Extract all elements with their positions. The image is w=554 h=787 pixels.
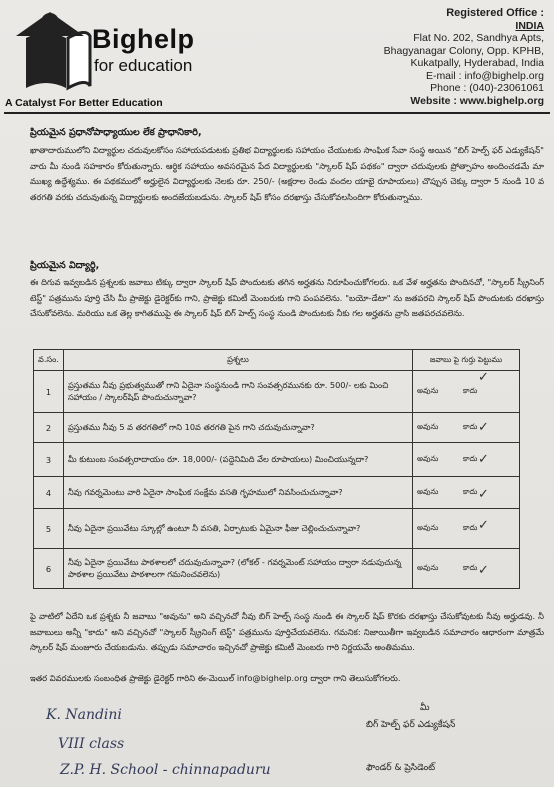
answer-no[interactable]: కాదు bbox=[463, 563, 478, 572]
answer-yes[interactable]: అవును bbox=[417, 487, 439, 496]
row-num: 5 bbox=[34, 509, 64, 549]
checkmark-icon: ✓ bbox=[478, 452, 489, 467]
row-answer[interactable] bbox=[413, 413, 520, 443]
brand-subtitle: for education bbox=[94, 56, 193, 75]
row-question: నీవు గవర్నమెంటు వారి ఏదైనా సాంఘిక సంక్షేమ వసతి గృహములో నివసించుచున్నావా? bbox=[63, 477, 412, 509]
row-question: ప్రస్తుతము నీవు ప్రభుత్వముతో గాని ఏదైనా సంస్థనుండి గాని సంవత్సరమునకు రూ. 500/- లకు మించి సహాయం / స్కాలర్‌షిప్ పొందుచున్నావా? bbox=[63, 371, 412, 413]
row-question: ప్రస్తుతము నీవు 5 వ తరగతిలో గాని 10వ తరగతి పైన గాని చదువుచున్నావా? bbox=[63, 413, 412, 443]
header-num: వ.సం. bbox=[34, 350, 64, 371]
table-header-row bbox=[34, 350, 520, 371]
row-num: 1 bbox=[34, 371, 64, 413]
checkmark-icon: ✓ bbox=[478, 518, 489, 533]
header-question: ప్రశ్నలు bbox=[63, 350, 412, 371]
checkmark-icon: ✓ bbox=[478, 563, 489, 578]
row-num: 2 bbox=[34, 413, 64, 443]
checkmark-icon: ✓ bbox=[478, 370, 489, 385]
closing: మీ bbox=[420, 703, 430, 713]
office-phone: Phone : (040)-23061061 bbox=[430, 82, 544, 94]
instructions-paragraph: ఈ దిగువ ఇవ్వబడిన ప్రశ్నలకు జవాబు టిక్కు ద్వారా స్కాలర్ షిప్ పొందుటకు తగిన అర్హతను నిరూపించుకోగలరు. ఒక వేళ అర్హతను పొందినచో, "స్కాలర్ స్క్రీనింగ్ టెస్ట్" పత్రమును పూర్తి చేసి మీ ప్రాజెక్టు డైరెక్టర్‌కు గాని, ప్రాజెక్టు కమిటీ మెంబరుకు గాని పంపవలెను. "బయో-డేటా" ను జతపరచి స్కాలర్ షిప్ పొందుటకు దరఖాస్తు చేసుకోవలెను. మరియు ఒక తెల్ల కాగితముపై ఈ స్కాలర్ షిప్ బిగ్ హెల్ప్ సంస్థ నుండి పొందుటకు నీకు గల అర్హతను వ్రాసి జతపరచవలెను. bbox=[30, 277, 544, 318]
brand-name: Bighelp bbox=[92, 24, 195, 54]
checkmark-icon: ✓ bbox=[478, 420, 489, 435]
row-num: 4 bbox=[34, 477, 64, 509]
questions-table bbox=[33, 349, 520, 589]
signatory-title: ఫౌండర్ & ప్రెసిడెంట్ bbox=[366, 763, 436, 773]
handwritten-class: VIII class bbox=[58, 736, 125, 752]
row-answer[interactable] bbox=[413, 509, 520, 549]
office-title: Registered Office : bbox=[446, 7, 544, 19]
office-website: Website : www.bighelp.org bbox=[410, 94, 544, 107]
handwritten-name: K. Nandini bbox=[46, 707, 122, 723]
brand-tagline: A Catalyst For Better Education bbox=[5, 97, 163, 109]
salutation-student: ప్రియమైన విద్యార్థి, bbox=[30, 260, 100, 271]
office-line1: Flat No. 202, Sandhya Apts, bbox=[413, 32, 544, 44]
row-num: 3 bbox=[34, 443, 64, 477]
table-row bbox=[34, 413, 520, 443]
table-row bbox=[34, 549, 520, 589]
answer-no[interactable]: కాదు bbox=[463, 386, 478, 395]
answer-yes[interactable]: అవును bbox=[417, 454, 439, 463]
row-answer[interactable] bbox=[413, 443, 520, 477]
office-line3: Kukatpally, Hyderabad, India bbox=[410, 57, 544, 69]
office-country: INDIA bbox=[515, 19, 544, 32]
row-answer[interactable] bbox=[413, 371, 520, 413]
intro-paragraph: ఖాతాదారుములోని విద్యార్థుల చదువులకోసం సహాయపడుటకు ప్రతిభ విద్యార్థులకు సహాయం చేయుటకు సాంఘిక సేవా సంస్థ అయిన "బిగ్ హెల్ప్ ఫర్ ఎడ్యుకేషన్" వారు మీ నుండి సహకారం కోరుతున్నారు. ఆర్థిక సహాయం అవసరమైన పేద విద్యార్థులకు "స్కాలర్ షిప్ పథకం" ద్వారా చదువులకు ప్రోత్సాహం అందించడమే మా ముఖ్య ఉద్దేశ్యము. ఈ పథకములో అర్హులైన విద్యార్థులకు నెలకు రూ. 250/- (అక్షరాల రెండు వందల యాభై రూపాయలు) చొప్పున చెక్కు ద్వారా 5 నుండి 10 వ తరగతి వరకు చదువుతున్న విద్యార్థులకు అందజేయబడును. స్కాలర్ షిప్ కోసం దరఖాస్తు చేసుకోవలసిందిగా కోరుతున్నాము. bbox=[30, 145, 544, 202]
header-answer: జవాబు పై గుర్తు పెట్టుము bbox=[413, 350, 520, 371]
table-row bbox=[34, 509, 520, 549]
answer-no[interactable]: కాదు bbox=[463, 454, 478, 463]
answer-yes[interactable]: అవును bbox=[417, 523, 439, 532]
row-question: నీవు ఏదైనా ప్రయివేటు పాఠశాలలో చదువుచున్నావా? (లోకల్ - గవర్నమెంట్ సహాయం ద్వారా నడుపుచున్న పాఠశాల ప్రయివేటు పాఠశాలగా గమనించవలెను) bbox=[63, 549, 412, 589]
note-paragraph: పై వాటిలో ఏదేని ఒక ప్రశ్నకు నీ జవాబు "అవును" అని వచ్చినచో నీవు బిగ్ హెల్ప్ సంస్థ నుండి ఈ స్కాలర్ షిప్ కొరకు దరఖాస్తు చేసుకోవుటకు నీవు అర్హుడవు. నీ జవాబులు అన్నీ "కాదు" అని వచ్చినచో "స్కాలర్ స్క్రీనింగ్ టెస్ట్" పత్రమును పూర్తిచేయవలెను. గమనిక: నిజాయితీగా ఇవ్వబడిన సమాచారం ఆధారంగా మాత్రమే స్కాలర్ షిప్ మంజూరు చేయబడును. తప్పుడు సమాచారం ఇచ్చినచో ప్రాజెక్టు కమిటీ మెంబరు గారి నిర్ణయమే అంతిమము. bbox=[30, 611, 544, 652]
handwritten-school: Z.P. H. School - chinnapaduru bbox=[60, 762, 271, 778]
answer-yes[interactable]: అవును bbox=[417, 386, 439, 395]
row-answer[interactable] bbox=[413, 549, 520, 589]
office-line2: Bhagyanagar Colony, Opp. KPHB, bbox=[383, 44, 544, 57]
header-divider bbox=[4, 112, 550, 114]
table-row bbox=[34, 371, 520, 413]
office-email: E-mail : info@bighelp.org bbox=[425, 69, 544, 82]
registered-office-block bbox=[344, 7, 544, 107]
table-row bbox=[34, 443, 520, 477]
row-question: నీవు ఏదైనా ప్రయివేటు స్కూల్లో ఉంటూ నీ వసతి, ఏర్పాటుకు ఏమైనా ఫీజు చెల్లించుచున్నావా? bbox=[63, 509, 412, 549]
answer-no[interactable]: కాదు bbox=[463, 523, 478, 532]
answer-no[interactable]: కాదు bbox=[463, 422, 478, 431]
row-question: మీ కుటుంబ సంవత్సరాదాయం రూ. 18,000/- (పద్దెనిమిది వేల రూపాయలు) మించియున్నదా? bbox=[63, 443, 412, 477]
answer-yes[interactable]: అవును bbox=[417, 422, 439, 431]
table-row bbox=[34, 477, 520, 509]
row-answer[interactable] bbox=[413, 477, 520, 509]
org-name: బిగ్ హెల్ప్ ఫర్ ఎడ్యుకేషన్ bbox=[366, 720, 456, 730]
answer-yes[interactable]: అవును bbox=[417, 563, 439, 572]
checkmark-icon: ✓ bbox=[478, 487, 489, 502]
contact-paragraph: ఇతర వివరములకు సంబంధిత ప్రాజెక్టు డైరెక్టర్ గారిని ఈ-మెయిల్ info@bighelp.org ద్వారా గాని తెలుసుకోగలరు. bbox=[30, 673, 401, 683]
salutation-headmaster: ప్రియమైన ప్రధానోపాధ్యాయుల లేక ప్రాధానికారి, bbox=[30, 127, 202, 138]
answer-no[interactable]: కాదు bbox=[463, 487, 478, 496]
row-num: 6 bbox=[34, 549, 64, 589]
